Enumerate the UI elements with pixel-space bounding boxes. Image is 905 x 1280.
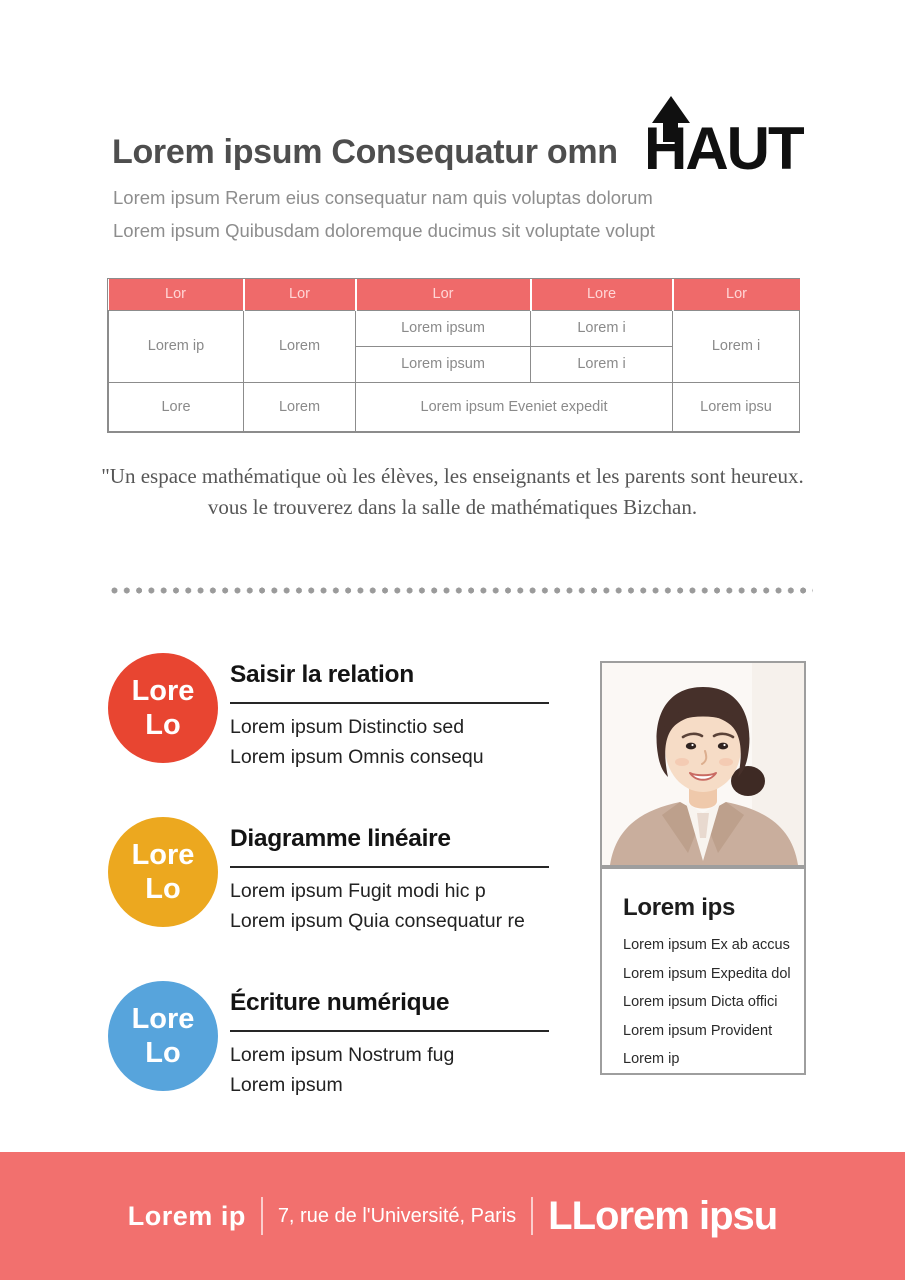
subtitle-line-2: Lorem ipsum Quibusdam doloremque ducimus sit voluptate volupt <box>113 220 655 241</box>
table-header-cell: Lor <box>244 279 356 310</box>
page-title: Lorem ipsum Consequatur omn <box>112 133 618 171</box>
footer-address: 7, rue de l'Université, Paris <box>277 1204 517 1227</box>
quote-block <box>0 461 905 523</box>
profile-item: Lorem ipsum Expedita dol <box>623 965 791 982</box>
feature-item-ecriture <box>108 981 570 1100</box>
table-cell: Lore <box>109 382 244 431</box>
feature-item-diagramme <box>108 817 570 936</box>
table-row <box>109 382 800 431</box>
feature-line: Lorem ipsum Fugit modi hic p <box>230 880 486 902</box>
feature-line: Lorem ipsum Quia consequatur re <box>230 909 525 932</box>
profile-panel <box>600 867 806 1075</box>
brand-logo <box>644 94 829 180</box>
feature-badge-yellow <box>108 817 218 927</box>
badge-text: Lore <box>131 839 195 871</box>
table-header-cell: Lor <box>356 279 531 310</box>
profile-panel-title: Lorem ips <box>623 894 735 921</box>
subtitle-line-1: Lorem ipsum Rerum eius consequatur nam quis voluptas dolorum <box>113 187 653 208</box>
table-cell: Lorem ipsum Eveniet expedit <box>356 382 673 431</box>
feature-title: Diagramme linéaire <box>230 825 549 868</box>
footer-separator <box>531 1197 533 1235</box>
feature-title: Écriture numérique <box>230 989 549 1032</box>
table-cell: Lorem ipsu <box>673 382 800 431</box>
badge-text: Lore <box>131 1003 195 1035</box>
quote-line-2: vous le trouverez dans la salle de mathématiques Bizchan. <box>207 495 698 519</box>
table-cell: Lorem ipsum <box>356 310 531 346</box>
feature-line: Lorem ipsum Omnis consequ <box>230 745 484 768</box>
table-cell: Lorem ip <box>109 310 244 382</box>
quote-line-1: "Un espace mathématique où les élèves, les enseignants et les parents sont heureux. <box>101 464 804 488</box>
footer-separator <box>261 1197 263 1235</box>
schedule-table <box>107 278 800 433</box>
brand-logo-text: HAUT <box>644 115 803 182</box>
feature-title: Saisir la relation <box>230 661 549 704</box>
footer-tagline: LLorem ipsu <box>548 1193 778 1238</box>
footer-brand: Lorem ip <box>127 1200 246 1231</box>
badge-text: Lore <box>131 675 195 707</box>
table-header-cell: Lor <box>109 279 244 310</box>
table-cell: Lorem i <box>531 346 673 382</box>
feature-item-saisir <box>108 653 570 772</box>
feature-line: Lorem ipsum Nostrum fug <box>230 1044 455 1066</box>
table-row <box>109 310 800 346</box>
feature-badge-red <box>108 653 218 763</box>
badge-text: Lo <box>145 873 181 905</box>
table-cell: Lorem <box>244 382 356 431</box>
profile-item-list <box>623 931 794 1074</box>
table-cell: Lorem <box>244 310 356 382</box>
footer-bar <box>0 1152 905 1280</box>
feature-list <box>108 653 570 1145</box>
table-cell: Lorem i <box>531 310 673 346</box>
portrait-photo <box>600 661 806 867</box>
table-cell: Lorem i <box>673 310 800 382</box>
feature-badge-blue <box>108 981 218 1091</box>
dotted-divider <box>111 587 813 594</box>
feature-line: Lorem ipsum Distinctio sed <box>230 716 465 738</box>
profile-item: Lorem ipsum Ex ab accus <box>623 937 790 953</box>
table-header-cell: Lore <box>531 279 673 310</box>
badge-text: Lo <box>145 1037 181 1069</box>
profile-item: Lorem ipsum Provident <box>623 1022 773 1039</box>
profile-item: Lorem ipsum Dicta offici <box>623 994 778 1011</box>
table-header-cell: Lor <box>673 279 800 310</box>
profile-item: Lorem ip <box>623 1051 680 1068</box>
feature-line: Lorem ipsum <box>230 1073 343 1096</box>
badge-text: Lo <box>145 709 181 741</box>
table-cell: Lorem ipsum <box>356 346 531 382</box>
table-header-row <box>109 279 800 310</box>
